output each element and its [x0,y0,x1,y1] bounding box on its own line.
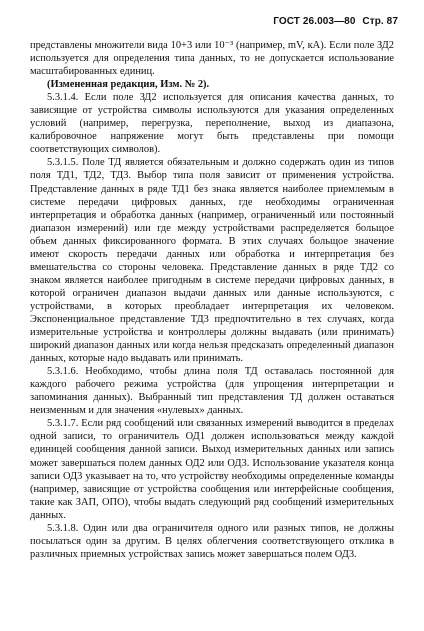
document-body [30,39,394,561]
page-number: Стр. 87 [362,16,398,27]
page-header [269,16,398,27]
paragraph-5-3-1-5: 5.3.1.5. Поле ТД является обязательным и должно содержать один из типов поля ТД1, ТД2, ТД3. Выбор типа поля зависит от применения устройства. Представление данных в ряде ТД1 без знака является наиболее приемлемым в системе передачи цифровых данных, где необходимы ограниченная интерпретация и обработка данных (например, ограниченный или постоянный диапазон измерений) или где между устройствами распределяется больщое объем данных фиксированного формата. В этих случаях больщое значение имеют скорость передачи данных или обработка и интерпретация без вмешательства со стороны человека. Представление данных в ряде ТД2 со знаком является наиболее пригодным в системе передачи цифровых данных, в которой ограничен диапазон выдачи данных или данные используются, с устройствами, в которых преобладает интерпретация их человеком. Экспоненциальное представление ТД3 предпочтительно в тех случаях, когда измерительные устройства и контроллеры должны выдавать (или принимать) широкий диапазон данных или когда нельзя предсказать определенный диапазон данных, которые надо выдавать или принимать. [30,157,394,365]
paragraph-5-3-1-7: 5.3.1.7. Если ряд сообщений или связанных измерений выводится в пределах одной записи, то ограничитель ОД1 должен использоваться между каждой единицей сообщения данной записи. Выход измерительных данных или запись может завершаться полем данных ОД2 или ОД3. Использование указателя конца записи ОД3 указывает на то, что устройству необходимы определенные команды (например, зависящие от устройства сообщения или интерфейсные сообщения, такие как ЗАП, ОПО), чтобы выдать следующий ряд сообщений измерительных данных. [30,418,394,521]
paragraph-5-3-1-6: 5.3.1.6. Необходимо, чтобы длина поля ТД оставалась постоянной для каждого рабочего режима устройства (для упрощения интерпретации и запоминания данных). Выбранный тип представления ТД должен оставаться неизменным и для значения «нулевых» данных. [30,366,394,417]
paragraph-5-3-1-8: 5.3.1.8. Один или два ограничителя одного или разных типов, не должны посылаться один за другим. В целях облегчения соответствующего отклика в различных приемных устройствах запись может завершаться полем ОД3. [30,522,394,560]
paragraph-intro: представлены множители вида 10+3 или 10⁻³ (например, mV, кА). Если поле ЗД2 используется для определения типа данных, то не допускается использование масштабированных единиц. [30,40,394,78]
paragraph-5-3-1-4: 5.3.1.4. Если поле ЗД2 используется для описания качества данных, то зависящие от устройства символы используются для указания определенных условий (например, перегрузка, переполнение, выход из диапазона, калибровочное напряжение могут быть представлены при помощи соответствующих символов). [30,92,394,156]
amendment-note: (Измененная редакция, Изм. № 2). [47,79,210,91]
standard-number: ГОСТ 26.003—80 [273,16,356,27]
